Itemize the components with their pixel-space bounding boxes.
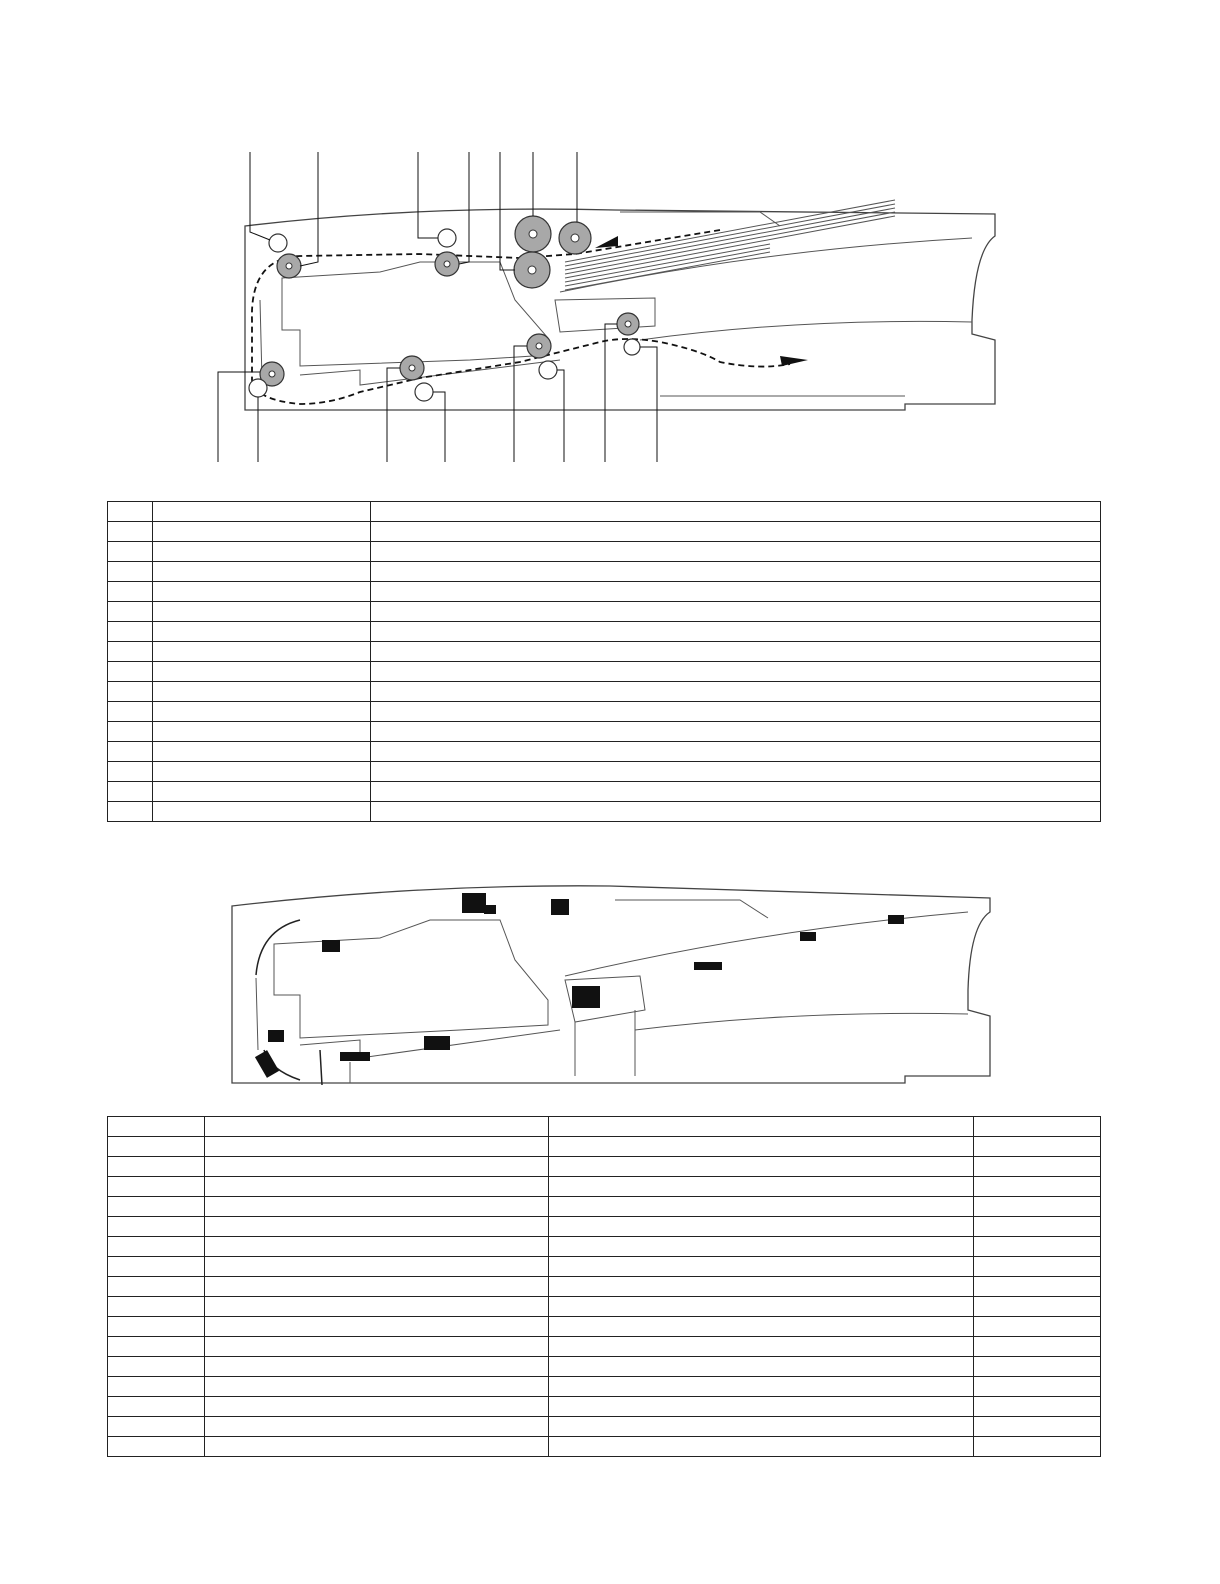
parts-table-bottom-cell (108, 1317, 205, 1337)
parts-table-bottom-cell (549, 1197, 974, 1217)
parts-table-top-cell (371, 662, 1101, 682)
parts-table-top-cell (371, 702, 1101, 722)
parts-table-bottom-row (108, 1197, 1101, 1217)
parts-table-bottom-cell (108, 1357, 205, 1377)
parts-table-top (107, 501, 1101, 822)
parts-table-top-cell (371, 502, 1101, 522)
parts-table-bottom-cell (974, 1257, 1101, 1277)
parts-table-bottom-cell (205, 1137, 549, 1157)
parts-table-bottom-cell (205, 1397, 549, 1417)
sensor-3 (551, 899, 569, 915)
parts-table-bottom-cell (974, 1217, 1101, 1237)
parts-table-top-cell (371, 762, 1101, 782)
parts-table-top-cell (153, 502, 371, 522)
parts-table-top-cell (371, 722, 1101, 742)
parts-table-bottom-cell (549, 1297, 974, 1317)
sensor-1 (462, 893, 486, 913)
parts-table-bottom-cell (205, 1257, 549, 1277)
parts-table-bottom-cell (974, 1377, 1101, 1397)
parts-table-top-row (108, 642, 1101, 662)
paper-path-diagram (0, 140, 1220, 470)
parts-table-bottom-cell (549, 1397, 974, 1417)
parts-table-bottom-cell (108, 1417, 205, 1437)
sensor-8 (424, 1036, 450, 1050)
parts-table-bottom-cell (205, 1417, 549, 1437)
parts-table-top-cell (153, 702, 371, 722)
parts-table-top-cell (153, 622, 371, 642)
parts-table-bottom-cell (205, 1297, 549, 1317)
parts-table-bottom-cell (205, 1217, 549, 1237)
sensor-7 (340, 1052, 370, 1061)
parts-table-bottom-cell (108, 1237, 205, 1257)
parts-table-top-cell (153, 802, 371, 822)
inner-frame-2 (274, 920, 548, 1038)
parts-table-bottom-cell (549, 1237, 974, 1257)
sensor-12 (888, 915, 904, 924)
parts-table-top-row (108, 762, 1101, 782)
parts-table-top-cell (153, 582, 371, 602)
parts-table-top-cell (153, 782, 371, 802)
parts-table-bottom-row (108, 1377, 1101, 1397)
parts-table-bottom-cell (108, 1397, 205, 1417)
roller-idle-2 (438, 229, 456, 247)
parts-table-bottom-cell (108, 1177, 205, 1197)
sensor-10 (694, 962, 722, 970)
parts-table-top-row (108, 682, 1101, 702)
parts-table-bottom-cell (205, 1117, 549, 1137)
parts-table-top-cell (108, 602, 153, 622)
rollers (249, 216, 640, 401)
parts-table-bottom-row (108, 1217, 1101, 1237)
lower-guide-2 (256, 978, 560, 1083)
sensor-9 (572, 986, 600, 1008)
parts-table-top-row (108, 582, 1101, 602)
parts-table-bottom-cell (205, 1177, 549, 1197)
parts-table-bottom-cell (549, 1117, 974, 1137)
parts-table-bottom-row (108, 1117, 1101, 1137)
parts-table-bottom-cell (549, 1177, 974, 1197)
parts-table-top-cell (108, 622, 153, 642)
parts-table-top-row (108, 522, 1101, 542)
parts-table-bottom-cell (974, 1277, 1101, 1297)
callout-leaders-bottom (218, 324, 657, 462)
exit-arrow (780, 356, 808, 366)
parts-table-bottom-row (108, 1177, 1101, 1197)
parts-table-top-cell (108, 542, 153, 562)
parts-table-bottom-cell (108, 1217, 205, 1237)
parts-table-bottom-cell (974, 1437, 1101, 1457)
parts-table-bottom-cell (108, 1437, 205, 1457)
parts-table-bottom-cell (974, 1237, 1101, 1257)
parts-table-top-body (108, 502, 1101, 822)
parts-table-bottom-cell (549, 1157, 974, 1177)
parts-table-bottom-cell (549, 1317, 974, 1337)
parts-table-top-cell (153, 522, 371, 542)
parts-table-bottom-cell (108, 1117, 205, 1137)
parts-table-bottom-row (108, 1397, 1101, 1417)
parts-table-bottom-row (108, 1357, 1101, 1377)
parts-table-bottom-row (108, 1317, 1101, 1337)
roller-idle-6 (624, 339, 640, 355)
parts-table-top-row (108, 662, 1101, 682)
parts-table-bottom-cell (108, 1277, 205, 1297)
parts-table-bottom-cell (549, 1257, 974, 1277)
parts-table-top-cell (371, 802, 1101, 822)
parts-table-top-cell (153, 722, 371, 742)
parts-table-bottom-cell (549, 1337, 974, 1357)
parts-table-bottom-cell (205, 1317, 549, 1337)
parts-table-bottom-cell (108, 1157, 205, 1177)
parts-table-top-cell (371, 782, 1101, 802)
sensor-4 (322, 940, 340, 952)
parts-table-top-row (108, 542, 1101, 562)
parts-table-top-row (108, 782, 1101, 802)
parts-table-bottom-cell (974, 1137, 1101, 1157)
parts-table-bottom-cell (205, 1337, 549, 1357)
parts-table-top-cell (108, 762, 153, 782)
parts-table-top-cell (153, 562, 371, 582)
inner-frame (282, 262, 548, 366)
parts-table-bottom-cell (205, 1357, 549, 1377)
parts-table-top-cell (371, 542, 1101, 562)
parts-table-bottom-cell (974, 1197, 1101, 1217)
parts-table-bottom-row (108, 1417, 1101, 1437)
parts-table-bottom-cell (205, 1437, 549, 1457)
sensors (255, 893, 904, 1078)
parts-table-top-row (108, 602, 1101, 622)
parts-table-top-cell (153, 542, 371, 562)
parts-table-bottom (107, 1116, 1101, 1457)
parts-table-bottom-cell (108, 1197, 205, 1217)
parts-table-top-row (108, 502, 1101, 522)
parts-table-bottom-cell (974, 1397, 1101, 1417)
parts-table-bottom-cell (549, 1217, 974, 1237)
parts-table-bottom-cell (108, 1297, 205, 1317)
parts-table-top-cell (108, 562, 153, 582)
parts-table-top-cell (371, 602, 1101, 622)
parts-table-top-row (108, 722, 1101, 742)
parts-table-bottom-cell (205, 1157, 549, 1177)
parts-table-top-cell (108, 802, 153, 822)
parts-table-top-row (108, 742, 1101, 762)
parts-table-bottom-cell (108, 1257, 205, 1277)
parts-table-bottom-row (108, 1277, 1101, 1297)
exit-tray-2 (635, 1013, 968, 1030)
parts-table-bottom-cell (974, 1157, 1101, 1177)
parts-table-bottom-cell (205, 1197, 549, 1217)
exit-tray (640, 321, 972, 396)
parts-table-bottom-cell (205, 1237, 549, 1257)
parts-table-bottom-row (108, 1137, 1101, 1157)
parts-table-bottom-cell (549, 1437, 974, 1457)
parts-table-bottom-cell (974, 1317, 1101, 1337)
parts-table-bottom-cell (974, 1417, 1101, 1437)
parts-table-top-cell (371, 682, 1101, 702)
roller-idle-5 (539, 361, 557, 379)
parts-table-top-cell (108, 662, 153, 682)
parts-table-top-cell (108, 742, 153, 762)
parts-table-bottom-cell (974, 1357, 1101, 1377)
parts-table-top-row (108, 702, 1101, 722)
sensor-6 (255, 1050, 279, 1078)
parts-table-top-cell (108, 722, 153, 742)
parts-table-top-cell (153, 662, 371, 682)
sensor-2 (484, 905, 496, 914)
tray-guide-2 (565, 900, 968, 1076)
parts-table-top-cell (371, 562, 1101, 582)
parts-table-top-row (108, 562, 1101, 582)
parts-table-bottom-cell (549, 1137, 974, 1157)
parts-table-top-cell (371, 622, 1101, 642)
feed-arrow (595, 236, 618, 248)
sensor-5 (268, 1030, 284, 1042)
parts-table-bottom-cell (549, 1377, 974, 1397)
parts-table-top-cell (153, 682, 371, 702)
parts-table-top-cell (153, 602, 371, 622)
parts-table-bottom-cell (549, 1277, 974, 1297)
parts-table-top-cell (108, 682, 153, 702)
parts-table-top-cell (108, 702, 153, 722)
roller-idle-1 (269, 234, 287, 252)
parts-table-top-row (108, 802, 1101, 822)
parts-table-bottom-row (108, 1257, 1101, 1277)
parts-table-top-cell (371, 642, 1101, 662)
parts-table-bottom-row (108, 1337, 1101, 1357)
parts-table-top-cell (108, 642, 153, 662)
parts-table-bottom-row (108, 1157, 1101, 1177)
parts-table-top-cell (108, 782, 153, 802)
parts-table-bottom-cell (974, 1297, 1101, 1317)
parts-table-bottom-row (108, 1437, 1101, 1457)
unit-outline (245, 209, 995, 410)
parts-table-bottom-cell (549, 1417, 974, 1437)
parts-table-top-cell (371, 742, 1101, 762)
parts-table-top-row (108, 622, 1101, 642)
parts-table-bottom-cell (974, 1337, 1101, 1357)
parts-table-bottom-cell (108, 1137, 205, 1157)
roller-idle-4 (415, 383, 433, 401)
parts-table-top-cell (371, 582, 1101, 602)
parts-table-top-cell (108, 522, 153, 542)
parts-table-bottom-cell (205, 1377, 549, 1397)
parts-table-bottom-cell (108, 1377, 205, 1397)
parts-table-top-cell (108, 502, 153, 522)
parts-table-top-cell (153, 762, 371, 782)
parts-table-top-cell (108, 582, 153, 602)
parts-table-top-cell (371, 522, 1101, 542)
parts-table-top-cell (153, 642, 371, 662)
parts-table-bottom-row (108, 1237, 1101, 1257)
sensor-11 (800, 932, 816, 941)
roller-idle-3 (249, 379, 267, 397)
parts-table-bottom-cell (549, 1357, 974, 1377)
parts-table-top-cell (153, 742, 371, 762)
parts-table-bottom-cell (974, 1177, 1101, 1197)
parts-table-bottom-body (108, 1117, 1101, 1457)
sensor-layout-diagram (0, 878, 1220, 1093)
parts-table-bottom-row (108, 1297, 1101, 1317)
parts-table-bottom-cell (108, 1337, 205, 1357)
parts-table-bottom-cell (205, 1277, 549, 1297)
parts-table-bottom-cell (974, 1117, 1101, 1137)
